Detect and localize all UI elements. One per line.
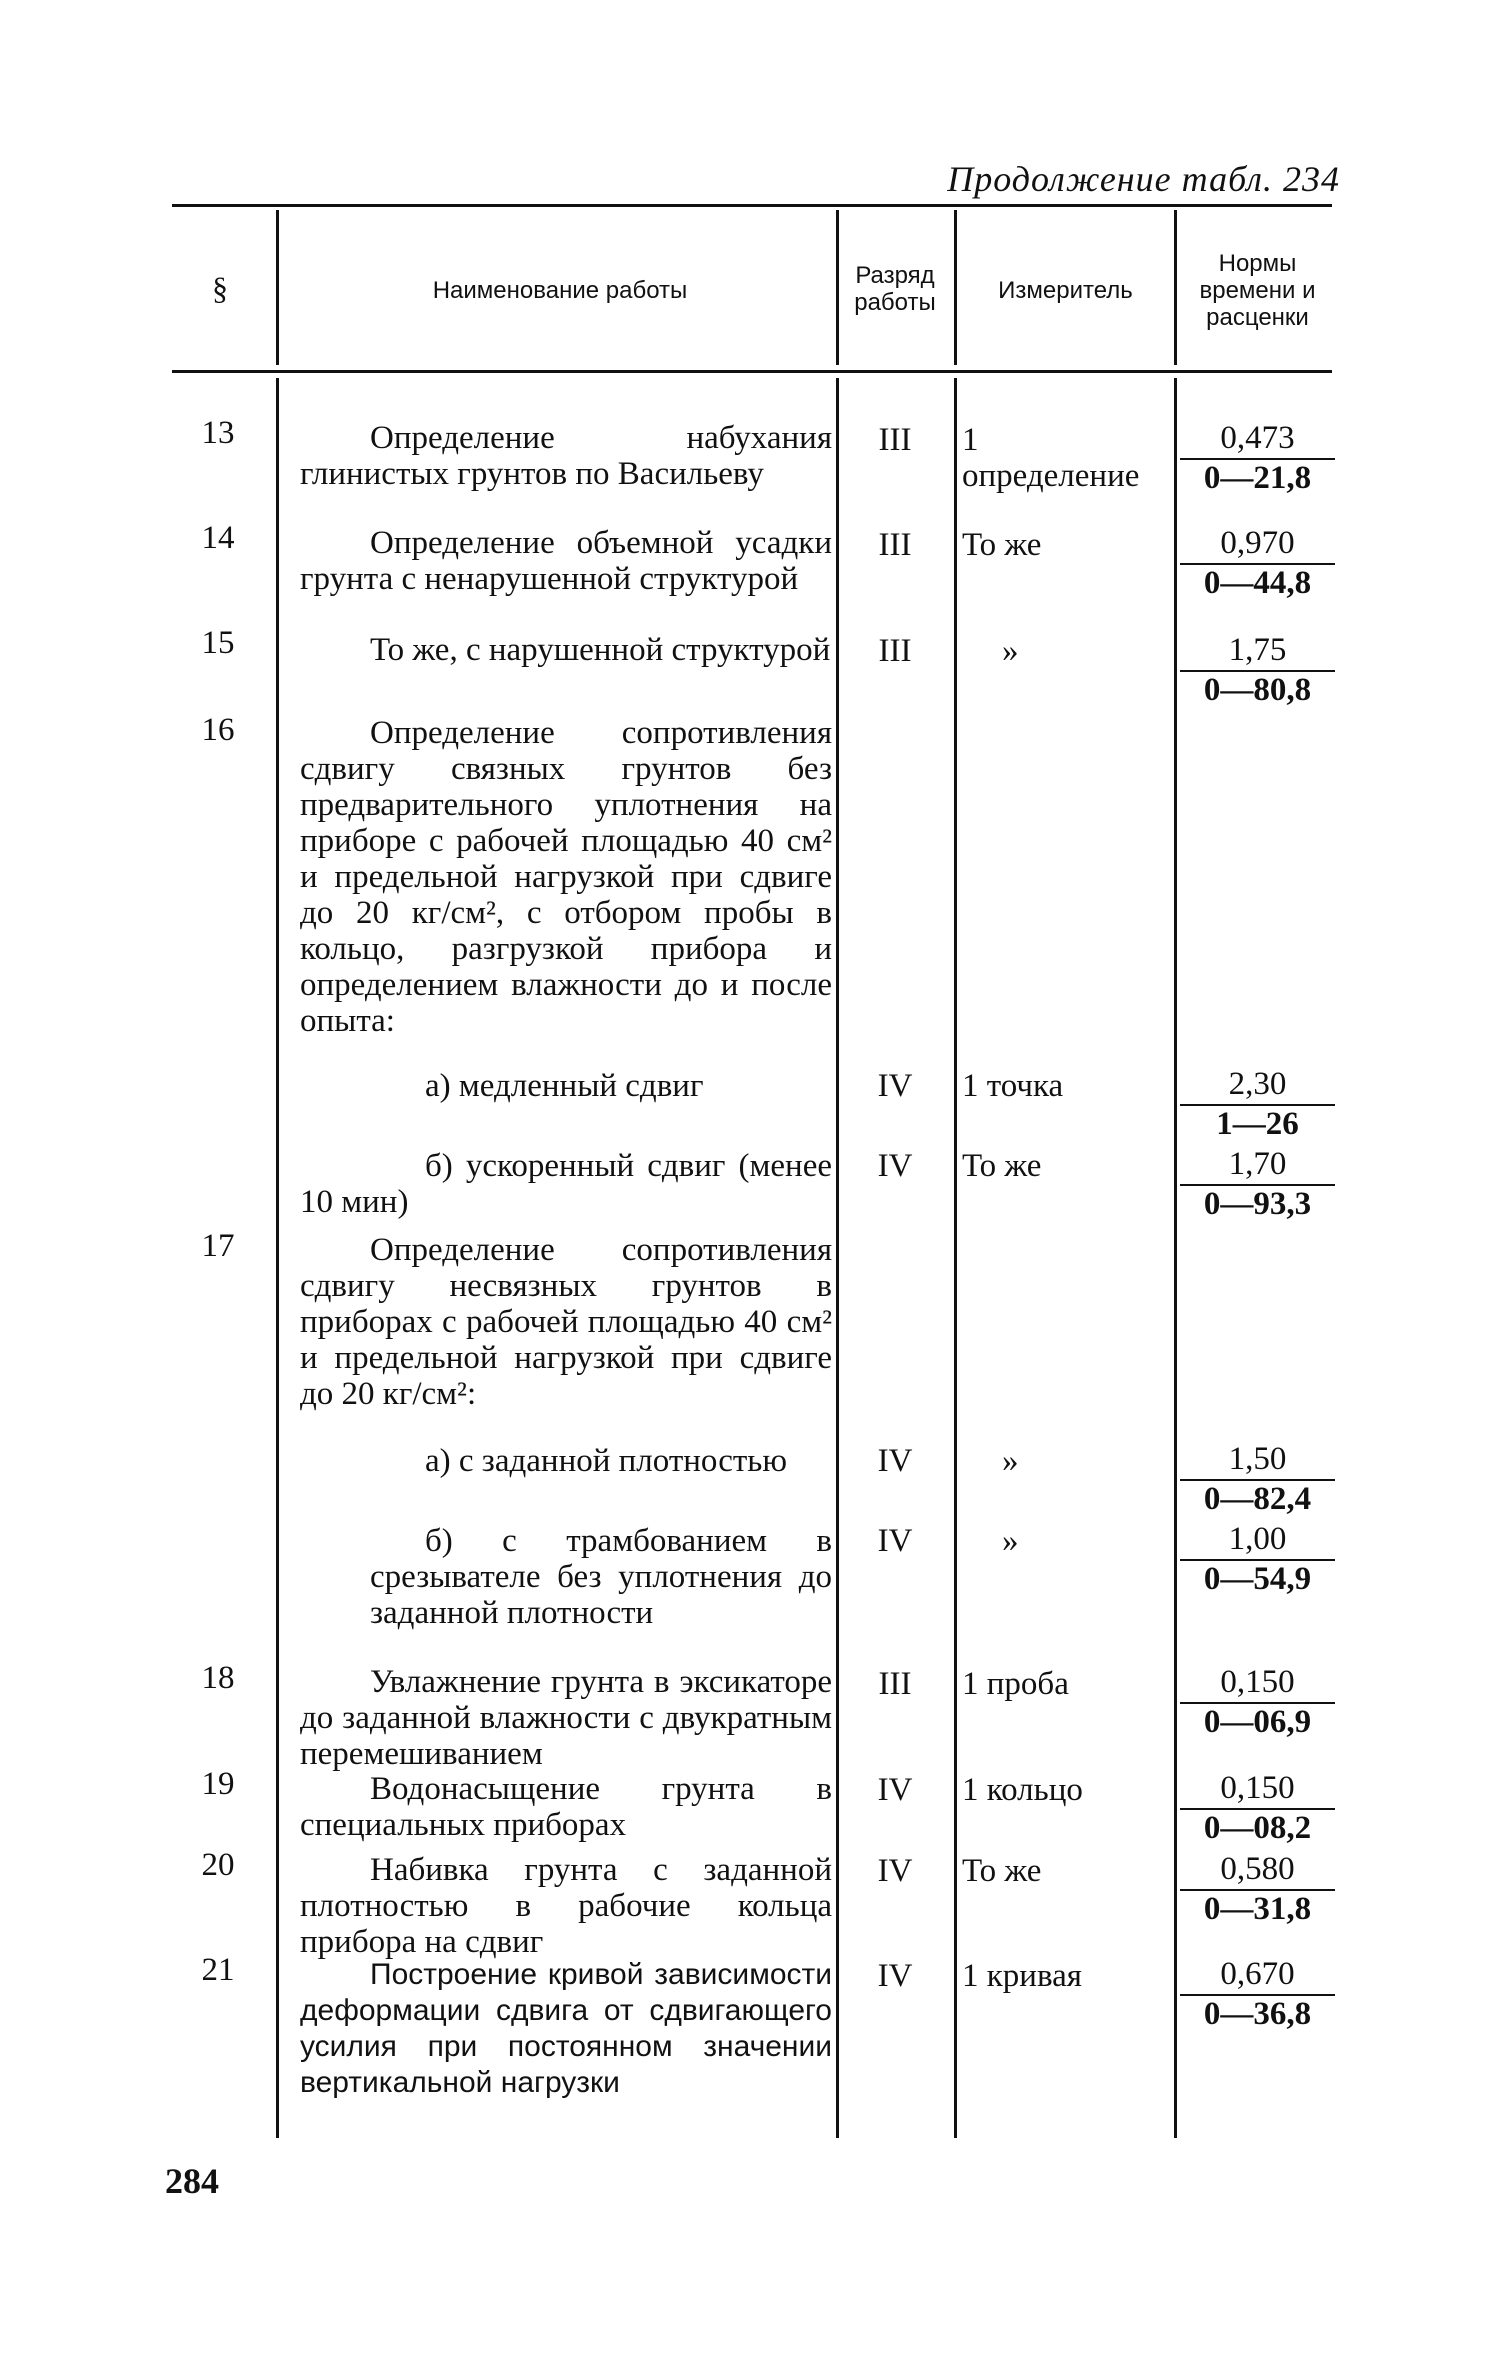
header-section: §: [212, 270, 228, 306]
row-15-norm: 1,75 0—80,8: [1180, 632, 1335, 708]
row-21-measure: 1 кривая: [962, 1958, 1082, 1994]
column-divider-2: [836, 210, 839, 365]
table-top-rule: [172, 204, 1332, 207]
column-divider-1-body: [276, 378, 279, 2138]
page-number: 284: [165, 2161, 219, 2201]
row-20-measure: То же: [962, 1853, 1042, 1889]
row-14-description: Определение объемной усадки грунта с ненарушенной структурой: [300, 525, 832, 597]
row-13-description: Определение набухания глинистых грунтов по Васильеву: [300, 420, 832, 492]
row-13-grade: III: [878, 422, 912, 458]
row-16a-grade: IV: [877, 1068, 913, 1104]
row-16a-description: а) медленный сдвиг: [425, 1068, 704, 1104]
row-20-description: Набивка грунта с заданной плотностью в рабочие кольца прибора на сдвиг: [300, 1852, 832, 1960]
row-19-grade: IV: [877, 1772, 913, 1808]
header-bottom-rule: [172, 370, 1332, 373]
row-17a-grade: IV: [877, 1443, 913, 1479]
row-21-description: Построение кривой зависимости деформации сдвига от сдвигающего усилия при постоянном значении вертикальной нагрузки: [300, 1958, 832, 2099]
row-14-grade: III: [878, 527, 912, 563]
row-16a-norm: 2,30 1—26: [1180, 1066, 1335, 1142]
row-14-measure: То же: [962, 527, 1042, 563]
column-divider-2-body: [836, 378, 839, 2138]
row-20-grade: IV: [877, 1853, 913, 1889]
row-20-norm: 0,580 0—31,8: [1180, 1851, 1335, 1927]
column-divider-3: [954, 210, 957, 365]
row-16a-measure: 1 точка: [962, 1068, 1064, 1104]
header-grade: Разряд работы: [854, 262, 936, 316]
header-measure: Измеритель: [998, 277, 1133, 304]
row-16-description: Определение сопротивления сдвигу связных грунтов без предварительного уплотнения на приборе с рабочей площадью 40 см² и предельной нагрузкой при сдвиге до 20 кг/см², с отбором пробы в кольцо, разгрузкой прибора и определением влажности до и после опыта:: [300, 715, 832, 1039]
row-14-number: 14: [201, 520, 235, 556]
row-15-number: 15: [201, 625, 235, 661]
row-13-norm: 0,473 0—21,8: [1180, 420, 1335, 496]
row-13-measure: 1 определение: [962, 422, 1140, 494]
row-15-grade: III: [878, 633, 912, 669]
row-21-norm: 0,670 0—36,8: [1180, 1956, 1335, 2032]
row-16-number: 16: [201, 712, 235, 748]
row-17b-grade: IV: [877, 1523, 913, 1559]
row-17b-norm: 1,00 0—54,9: [1180, 1521, 1335, 1597]
row-16b-description: б) ускоренный сдвиг (менее 10 мин): [300, 1148, 832, 1220]
row-15-description: То же, с нарушенной структурой: [370, 632, 831, 668]
row-17b-measure: »: [1002, 1523, 1019, 1559]
row-16b-measure: То же: [962, 1148, 1042, 1184]
row-17-number: 17: [201, 1228, 235, 1264]
row-17a-norm: 1,50 0—82,4: [1180, 1441, 1335, 1517]
row-18-norm: 0,150 0—06,9: [1180, 1664, 1335, 1740]
row-13-number: 13: [201, 415, 235, 451]
row-19-number: 19: [201, 1766, 235, 1802]
row-20-number: 20: [201, 1847, 235, 1883]
column-divider-3-body: [954, 378, 957, 2138]
row-15-measure: »: [1002, 633, 1019, 669]
column-divider-1: [276, 210, 279, 365]
row-18-description: Увлажнение грунта в эксикаторе до заданной влажности с двукратным перемешиванием: [300, 1664, 832, 1772]
row-18-number: 18: [201, 1660, 235, 1696]
row-19-description: Водонасыщение грунта в специальных приборах: [300, 1771, 832, 1843]
column-divider-4: [1174, 210, 1177, 365]
row-14-norm: 0,970 0—44,8: [1180, 525, 1335, 601]
continuation-label: Продолжение табл. 234: [947, 159, 1340, 199]
row-19-measure: 1 кольцо: [962, 1772, 1083, 1808]
row-21-grade: IV: [877, 1958, 913, 1994]
row-16b-grade: IV: [877, 1148, 913, 1184]
row-21-number: 21: [201, 1952, 235, 1988]
row-17-description: Определение сопротивления сдвигу несвязных грунтов в приборах с рабочей площадью 40 см² и предельной нагрузкой при сдвиге до 20 кг/см²:: [300, 1232, 832, 1412]
row-18-grade: III: [878, 1666, 912, 1702]
row-17a-measure: »: [1002, 1443, 1019, 1479]
row-18-measure: 1 проба: [962, 1666, 1069, 1702]
row-17b-description: б) с трамбованием в срезывателе без уплотнения до заданной плотности: [370, 1523, 832, 1631]
row-16b-norm: 1,70 0—93,3: [1180, 1146, 1335, 1222]
header-norms: Нормы времени и расценки: [1199, 250, 1316, 331]
row-17a-description: а) с заданной плотностью: [425, 1443, 788, 1479]
header-name: Наименование работы: [432, 277, 688, 304]
row-19-norm: 0,150 0—08,2: [1180, 1770, 1335, 1846]
